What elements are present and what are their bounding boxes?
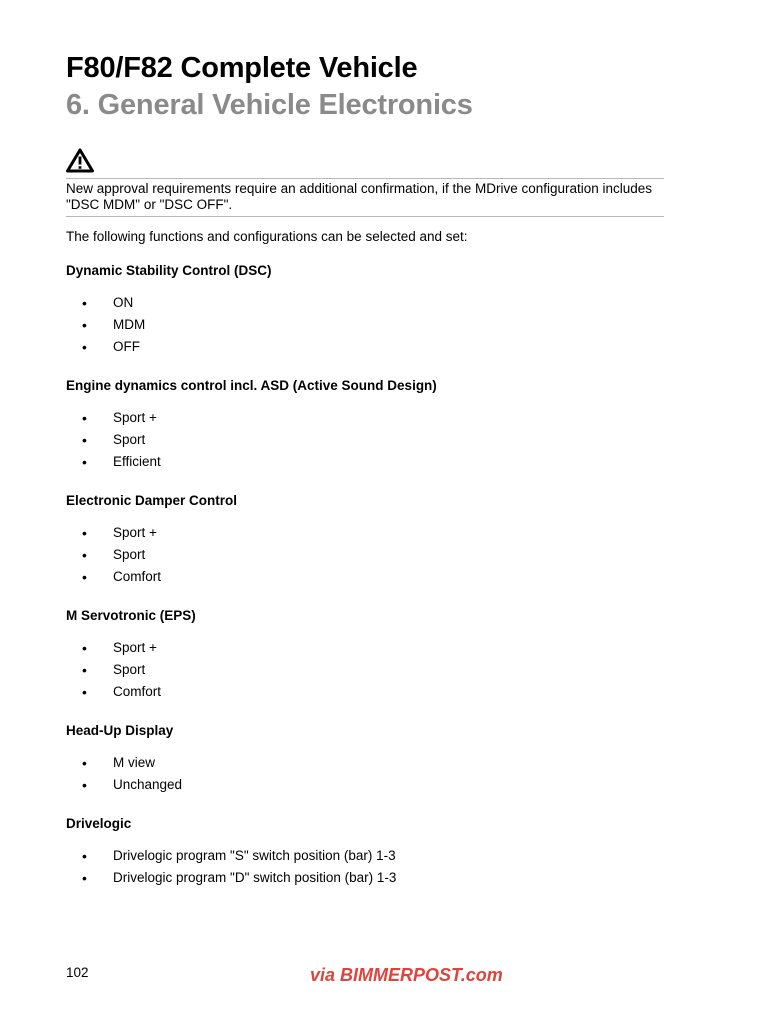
divider-top [66,178,664,179]
section-heading-dsc: Dynamic Stability Control (DSC) [66,263,272,278]
section-heading-head-up-display: Head-Up Display [66,723,174,738]
page-subtitle: 6. General Vehicle Electronics [66,89,473,121]
bullet-icon: • [82,525,87,541]
bullet-icon: • [82,848,87,864]
intro-text: The following functions and configurations can be selected and set: [66,229,468,244]
bullet-icon: • [82,295,87,311]
bullet-icon: • [82,870,87,886]
section-heading-damper-control: Electronic Damper Control [66,493,238,508]
bullet-icon: • [82,339,87,355]
page-number: 102 [66,965,89,980]
bullet-icon: • [82,317,87,333]
bullet-icon: • [82,662,87,678]
bullet-icon: • [82,640,87,656]
section-heading-drivelogic: Drivelogic [66,816,132,831]
warning-note: New approval requirements require an additional confirmation, if the MDrive configuration includes "DSC MDM" or "DSC OFF". [66,181,653,212]
bullet-icon: • [82,432,87,448]
bullet-icon: • [82,569,87,585]
page-title: F80/F82 Complete Vehicle [66,52,418,84]
bullet-icon: • [82,684,87,700]
warning-triangle-icon [66,148,94,173]
bullet-icon: • [82,454,87,470]
watermark: via BIMMERPOST.com [310,965,503,985]
section-heading-m-servotronic: M Servotronic (EPS) [66,608,196,623]
bullet-icon: • [82,410,87,426]
bullet-icon: • [82,777,87,793]
section-heading-engine-dynamics: Engine dynamics control incl. ASD (Active Sound Design) [66,378,437,393]
bullet-icon: • [82,755,87,771]
bullet-icon: • [82,547,87,563]
divider-bottom [66,216,664,217]
